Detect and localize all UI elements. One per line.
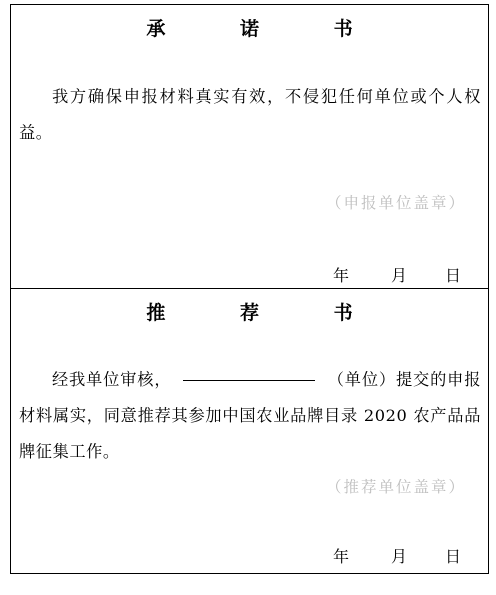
form-table [10, 4, 489, 574]
recommend-text [19, 362, 481, 470]
pledge-date-year: 年 [333, 266, 350, 285]
recommend-section [11, 289, 488, 573]
recommend-text-rest: （单位）提交的申报材料属实，同意推荐其参加中国农业品牌目录 2020 农产品品牌征集工作。 [19, 370, 481, 461]
pledge-section [11, 5, 488, 289]
recommend-seal-placeholder: （推荐单位盖章） [325, 478, 466, 496]
recommend-date-month: 月 [391, 547, 408, 566]
pledge-date-day: 日 [445, 266, 462, 285]
unit-name-blank[interactable] [183, 379, 315, 381]
recommend-text-lead: 经我单位审核， [52, 370, 172, 389]
recommend-date-day: 日 [445, 547, 462, 566]
recommend-date-year: 年 [333, 547, 350, 566]
recommend-title: 推 荐 书 [146, 302, 387, 324]
pledge-title: 承 诺 书 [146, 18, 387, 40]
pledge-seal-placeholder: （申报单位盖章） [325, 194, 466, 212]
pledge-text: 我方确保申报材料真实有效，不侵犯任何单位或个人权益。 [19, 87, 481, 142]
pledge-date-month: 月 [391, 266, 408, 285]
